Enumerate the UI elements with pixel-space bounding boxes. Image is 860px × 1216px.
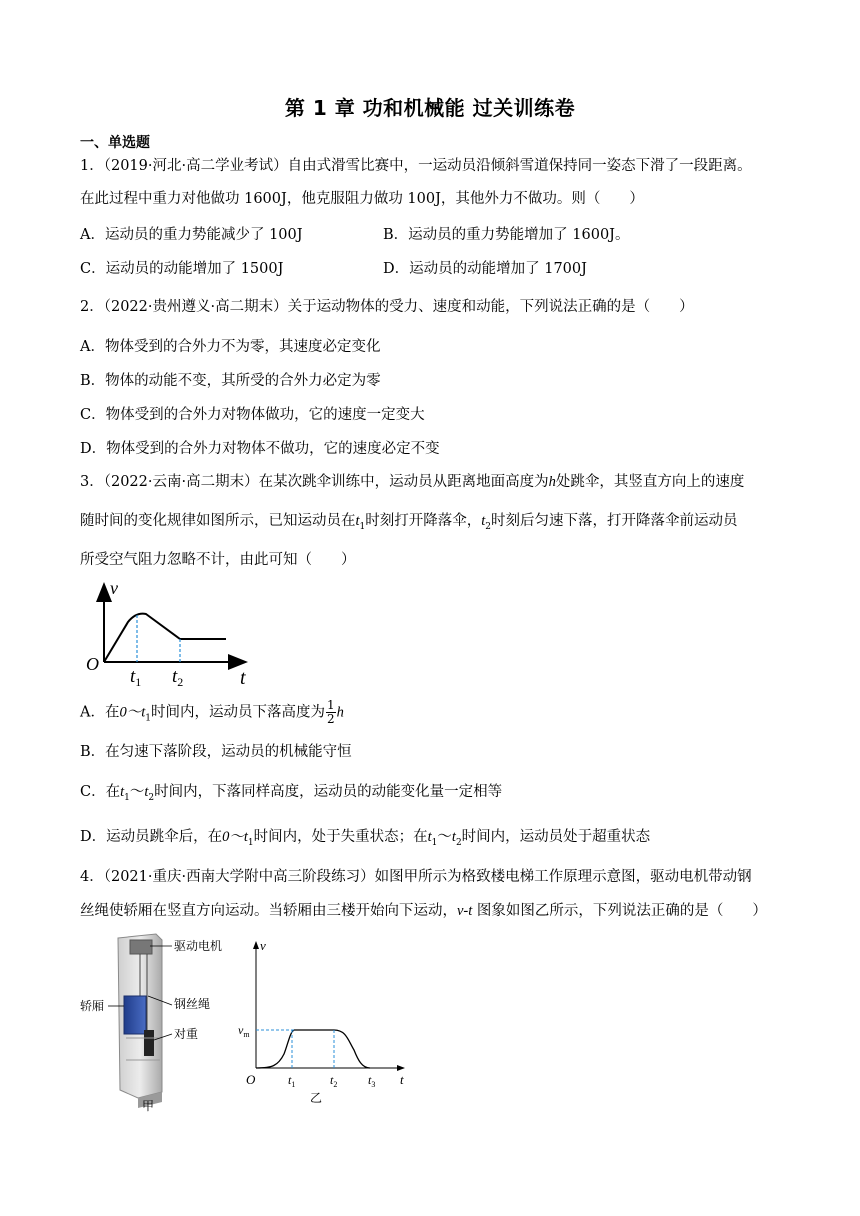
q3-x-label: t [240, 667, 246, 689]
q1-stem-line1: 1．（2019·河北·高二学业考试）自由式滑雪比赛中，一运动员沿倾斜雪道保持同一姿态下滑了一段距离。 [80, 158, 752, 174]
q3-origin: O [86, 654, 99, 674]
q4-vm-label: $v_m$ [238, 1023, 250, 1039]
caption-jia: 甲 [142, 1099, 155, 1113]
caption-yi: 乙 [310, 1091, 323, 1105]
q3-stem-line1: 3．（2022·云南·高二期末）在某次跳伞训练中，运动员从距离地面高度为h处跳伞，其竖直方向上的速度 [80, 474, 745, 490]
q1-option-c[interactable]: C．运动员的动能增加了 1500J [80, 261, 284, 277]
q1-option-b[interactable]: B．运动员的重力势能增加了 1600J。 [383, 227, 630, 243]
q2-option-b[interactable]: B．物体的动能不变，其所受的合外力必定为零 [80, 373, 381, 389]
q4-stem-line1: 4．（2021·重庆·西南大学附中高三阶段练习）如图甲所示为格致楼电梯工作原理示意图，驱动电机带动钢 [80, 869, 752, 885]
q3-fraction: $\frac{1}{2}$ [327, 698, 335, 726]
q1-option-d[interactable]: D．运动员的动能增加了 1700J [383, 261, 587, 277]
q3-stem-line2: 随时间的变化规律如图所示，已知运动员在$t_1$时刻打开降落伞，$t_2$时刻后匀速下落，打开降落伞前运动员 [80, 513, 738, 532]
motor-box [130, 940, 152, 954]
q2-option-d[interactable]: D．物体受到的合外力对物体不做功，它的速度必定不变 [80, 441, 440, 457]
page-title: 第 1 章 功和机械能 过关训练卷 [284, 96, 576, 120]
label-motor: 驱动电机 [174, 939, 223, 953]
q3-t1-label: $t_1$ [130, 666, 142, 689]
elevator-schematic [80, 930, 240, 1120]
q4-t3-label: $t_3$ [368, 1073, 376, 1089]
q1-stem-line2: 在此过程中重力对他做功 1600J，他克服阻力做功 100J，其他外力不做功。则（ ） [80, 191, 644, 207]
q3-option-b[interactable]: B．在匀速下落阶段，运动员的机械能守恒 [80, 744, 352, 760]
q4-y-label: v [260, 938, 266, 953]
q3-velocity-curve [104, 614, 226, 662]
q2-option-c[interactable]: C．物体受到的合外力对物体做功，它的速度一定变大 [80, 407, 425, 423]
q3-vt-graph [86, 578, 288, 694]
car-box [124, 996, 146, 1034]
q4-x-label: t [400, 1072, 404, 1087]
label-car: 轿厢 [80, 999, 105, 1013]
elevator-vt-graph [238, 934, 418, 1104]
q3-option-d[interactable]: D．运动员跳伞后，在$0\sim t_1$时间内，处于失重状态；在$t_1\sim t_2$时间内，运动员处于超重状态 [80, 829, 651, 848]
q1-option-a[interactable]: A．运动员的重力势能减少了 100J [80, 227, 303, 243]
q4-origin: O [246, 1072, 256, 1087]
label-rope: 钢丝绳 [174, 997, 211, 1011]
q2-stem: 2．（2022·贵州遵义·高二期末）关于运动物体的受力、速度和动能，下列说法正确的是（ ） [80, 299, 694, 315]
q4-stem-line2: 丝绳使轿厢在竖直方向运动。当轿厢由三楼开始向下运动，v-t 图象如图乙所示，下列说法正确的是（ ） [80, 903, 767, 919]
q4-velocity-curve [256, 1030, 370, 1068]
q3-t2-label: $t_2$ [172, 666, 184, 689]
q3-stem-line3: 所受空气阻力忽略不计，由此可知（ ） [80, 552, 356, 568]
q4-t2-label: $t_2$ [330, 1073, 338, 1089]
q3-y-label: v [110, 578, 118, 598]
q4-t1-label: $t_1$ [288, 1073, 296, 1089]
q3-option-c[interactable]: C．在$t_1\sim t_2$时间内，下落同样高度，运动员的动能变化量一定相等 [80, 784, 503, 803]
counterweight-box [144, 1030, 154, 1056]
section-heading: 一、单选题 [80, 135, 150, 151]
q3-option-a[interactable]: A．在$0\sim t_1$时间内，运动员下落高度为 $\frac{1}{2}$ h [80, 698, 344, 726]
q2-option-a[interactable]: A．物体受到的合外力不为零，其速度必定变化 [80, 339, 381, 355]
label-counterweight: 对重 [174, 1027, 199, 1041]
